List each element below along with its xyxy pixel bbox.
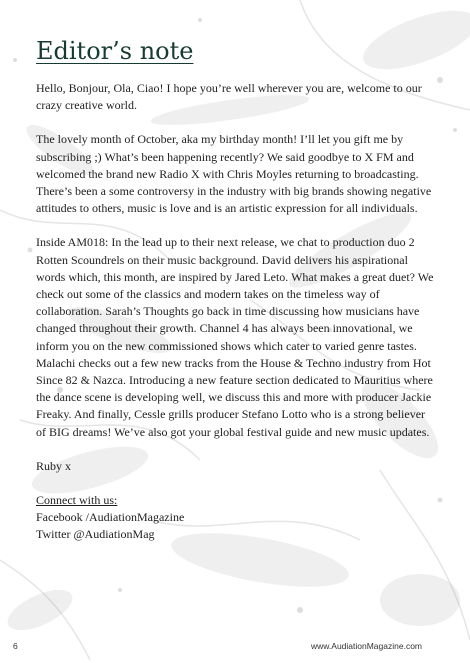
signoff: Ruby x	[36, 458, 72, 473]
page-footer	[0, 638, 470, 654]
paragraph-inside-issue: Inside AM018: In the lead up to their next release, we chat to production duo 2 Rotten Scoundrels on their music background. David delivers his aspirational words which, this month, are inspired by Jared Leto. What makes a great duet? We check out some of the classics and modern takes on the timeless way of collaboration. Sarah’s Thoughts go back in time discussing how musicians have changed throughout their growth. Channel 4 has always been innovational, we inform you on the new commissioned shows which cater to varied genre tastes. Malachi checks out a few new tracks from the House & Techno industry from Hot Since 82 & Nazca. Introducing a new feature section dedicated to Mauritius where the dance scene is developing well, we discuss this and more with producer Jackie Freaky. And finally, Cessle grills producer Stefano Lotto who is a strong believer of BIG dreams! We’ve also got your global festival guide and new music updates.	[36, 235, 434, 439]
editors-note	[36, 36, 436, 544]
twitter-link[interactable]: Twitter @AudiationMag	[36, 527, 155, 542]
paragraph-greeting: Hello, Bonjour, Ola, Ciao! I hope you’re well wherever you are, welcome to our crazy creative world.	[36, 81, 422, 113]
page-title: Editor’s note	[36, 37, 194, 65]
page-number: 6	[13, 641, 18, 651]
facebook-link[interactable]: Facebook /AudiationMagazine	[36, 510, 185, 525]
paragraph-october: The lovely month of October, aka my birthday month! I’ll let you gift me by subscribing ;) What’s been happening recently? We said goodbye to X FM and welcomed the brand new Radio X with Chris Moyles returning to broadcasting. There’s been a some controversy in the industry with big brands showing negative attitudes to others, music is love and is an artistic expression for all individuals.	[36, 132, 432, 216]
website-link[interactable]: www.AudiationMagazine.com	[310, 641, 422, 651]
connect-heading: Connect with us:	[36, 493, 118, 508]
